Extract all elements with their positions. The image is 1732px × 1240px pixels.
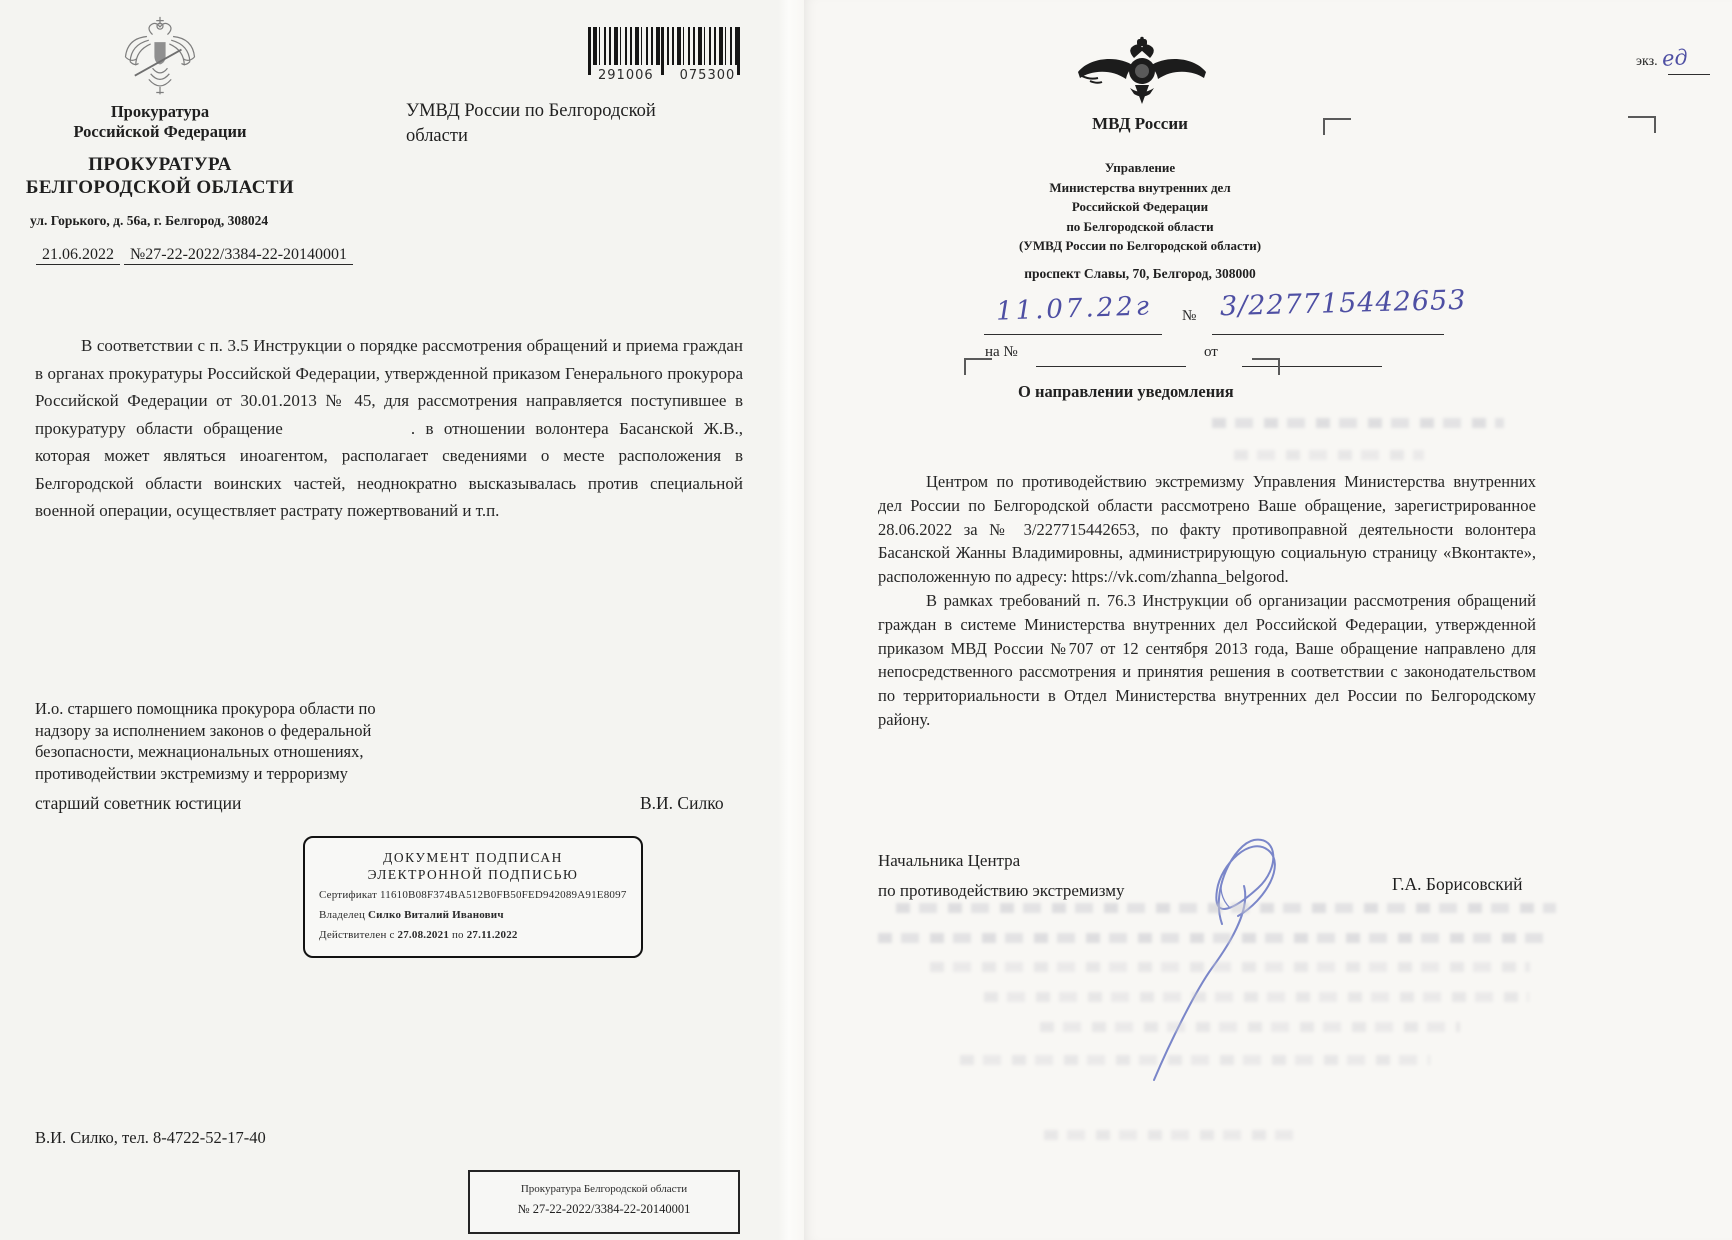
barcode-guard	[661, 27, 664, 75]
signer-position	[878, 846, 1124, 906]
barcode-bars	[588, 27, 740, 65]
outgoing-number: №27-22-2022/3384-22-20140001	[124, 246, 353, 265]
outgoing-date-number	[36, 246, 353, 264]
signer-name: Г.А. Борисовский	[1392, 874, 1523, 894]
org-parent-line1: Прокуратура	[110, 102, 210, 121]
signer-position-line: И.о. старшего помощника прокурора области по	[35, 699, 376, 718]
barcode-number-right: 075300	[679, 68, 736, 83]
signer-position-line: надзору за исполнением законов о федеральной	[35, 720, 372, 740]
cert-label: Сертификат	[319, 889, 377, 901]
handwritten-number: 3/227715442653	[1219, 284, 1467, 323]
copy-label: экз.	[1636, 54, 1658, 69]
ref-label: на №	[985, 344, 1018, 360]
esign-title-line2: ЭЛЕКТРОННОЙ ПОДПИСЬЮ	[367, 867, 579, 882]
org-parent-name	[20, 102, 300, 142]
mvd-org-line: по Белгородской области	[1066, 218, 1214, 234]
registration-stamp	[468, 1170, 740, 1234]
mvd-eagle-emblem-icon	[1076, 36, 1208, 117]
number-underline	[1212, 334, 1444, 335]
letter-body	[35, 332, 743, 525]
left-document-page	[0, 0, 778, 1240]
esign-certificate	[319, 887, 641, 903]
barcode-number-left: 291006	[598, 68, 654, 83]
org-address: ул. Горького, д. 56а, г. Белгород, 308024	[30, 213, 269, 228]
corner-mark	[1323, 118, 1351, 135]
org-name	[0, 153, 320, 199]
addressee: УМВД России по Белгородской области	[406, 101, 656, 146]
bleed-through-line	[930, 962, 1530, 972]
copy-value-handwritten: ед	[1660, 45, 1689, 71]
valid-from: 27.08.2021	[397, 929, 450, 941]
owner-label: Владелец	[319, 909, 366, 921]
valid-prefix: Действителен с	[319, 929, 395, 941]
mvd-org-line: Российской Федерации	[1071, 199, 1209, 214]
org-name-line1: ПРОКУРАТУРА	[88, 154, 232, 175]
copy-underline	[1668, 74, 1710, 75]
mvd-title: МВД России	[1092, 114, 1188, 133]
number-label: №	[1182, 308, 1197, 324]
signer-name: В.И. Силко	[640, 793, 724, 813]
executor-contact: В.И. Силко, тел. 8-4722-52-17-40	[35, 1128, 266, 1147]
mvd-org-line: (УМВД России по Белгородской области)	[1018, 238, 1262, 253]
signer-position-line: противодействии экстремизму и терроризму	[35, 763, 348, 783]
cert-value: 11610B08F374BA512B0FB50FED942089A91E8097	[379, 889, 627, 901]
body-paragraph-1: Центром по противодействию экстремизму Управления Министерства внутренних дел России по Белгородской области рассмотрено Ваше обращение, зарегистрированное 28.06.2022 за № 3/227715442653, по факту противоправной деятельности волонтера Басанской Жанны Владимировны, администрирующую социальную страницу «Вконтакте», расположенную по адресу: https://vk.com/zhanna_belgorod.	[878, 472, 1536, 587]
org-name-line2: БЕЛГОРОДСКОЙ ОБЛАСТИ	[25, 177, 295, 198]
subject-line: О направлении уведомления	[1018, 382, 1234, 401]
barcode-guard	[737, 27, 740, 75]
esign-validity	[319, 927, 641, 943]
barcode-numbers	[598, 68, 740, 83]
bleed-through-line	[1212, 418, 1504, 428]
corner-mark	[1252, 358, 1280, 375]
handwritten-date: 11.07.22г	[995, 291, 1153, 327]
letter-body-text: В соответствии с п. 3.5 Инструкции о порядке рассмотрения обращений и приема граждан в органах прокуратуры Российской Федерации, утвержденной приказом Генерального прокурора Российской Федерации от 30.01.2013 № 45, для рассмотрения направляется поступившее в прокуратуру области обращение	[35, 336, 743, 438]
outgoing-date: 21.06.2022	[36, 246, 120, 265]
bleed-through-line	[960, 1055, 1430, 1065]
valid-to: 27.11.2022	[466, 929, 518, 941]
valid-mid: по	[451, 929, 464, 941]
bleed-through-line	[984, 992, 1529, 1002]
corner-mark	[1628, 116, 1656, 133]
esign-owner	[319, 907, 641, 923]
barcode-guard	[588, 27, 591, 75]
ref-underline	[1036, 366, 1186, 367]
corner-mark	[964, 358, 992, 375]
bleed-through-line	[878, 933, 1550, 943]
signer-rank: старший советник юстиции	[35, 793, 242, 813]
bleed-through-line	[1044, 1130, 1304, 1140]
date-underline	[984, 334, 1162, 335]
signer-position-line: по противодействию экстремизму	[878, 881, 1125, 900]
mvd-org-line: Управление	[1104, 160, 1176, 175]
mvd-org-line: Министерства внутренних дел	[1049, 179, 1231, 195]
prosecutor-coat-of-arms-icon	[118, 14, 202, 105]
bleed-through-line	[1234, 450, 1424, 460]
letter-body	[878, 470, 1536, 732]
body-paragraph-2: В рамках требований п. 76.3 Инструкции об организации рассмотрения обращений граждан в системе Министерства внутренних дел Российской Федерации, утвержденной приказом МВД России №707 от 12 сентября 2013 года, Ваше обращение направлено для непосредственного рассмотрения и принятия решения в соответствии с законодательством по территориальности в Отдел Министерства внутренних дел России по Белгородскому району.	[878, 590, 1536, 729]
esignature-stamp	[303, 836, 643, 958]
reg-stamp-org: Прокуратура Белгородской области	[520, 1183, 688, 1195]
org-parent-line2: Российской Федерации	[73, 122, 247, 141]
ref-from-label: от	[1204, 344, 1218, 360]
page-divider	[778, 0, 804, 1240]
bleed-through-line	[1040, 1022, 1460, 1032]
mvd-org-block	[990, 158, 1290, 256]
letter-body-text-continued: . в отношении волонтера Басанской Ж.В., которая может являться иноагентом, располагает сведениями о месте расположения в Белгородской области воинских частей, неоднократно высказывалась против специальной военной операции, осуществляет растрату пожертвований и т.п.	[35, 418, 743, 520]
owner-name: Силко Виталий Иванович	[368, 909, 504, 921]
esign-title	[305, 849, 641, 883]
copy-number	[1636, 46, 1687, 70]
signer-position-line: безопасности, межнациональных отношениях,	[35, 742, 364, 761]
reg-stamp-number: № 27-22-2022/3384-22-20140001	[517, 1202, 691, 1216]
signer-position-line: Начальника Центра	[878, 851, 1021, 870]
mvd-address: проспект Славы, 70, Белгород, 308000	[1024, 266, 1256, 281]
right-document-page	[804, 0, 1732, 1240]
signer-position	[35, 698, 376, 784]
document-barcode-icon	[588, 27, 740, 83]
bleed-through-line	[896, 903, 1556, 913]
esign-title-line1: ДОКУМЕНТ ПОДПИСАН	[383, 850, 563, 865]
